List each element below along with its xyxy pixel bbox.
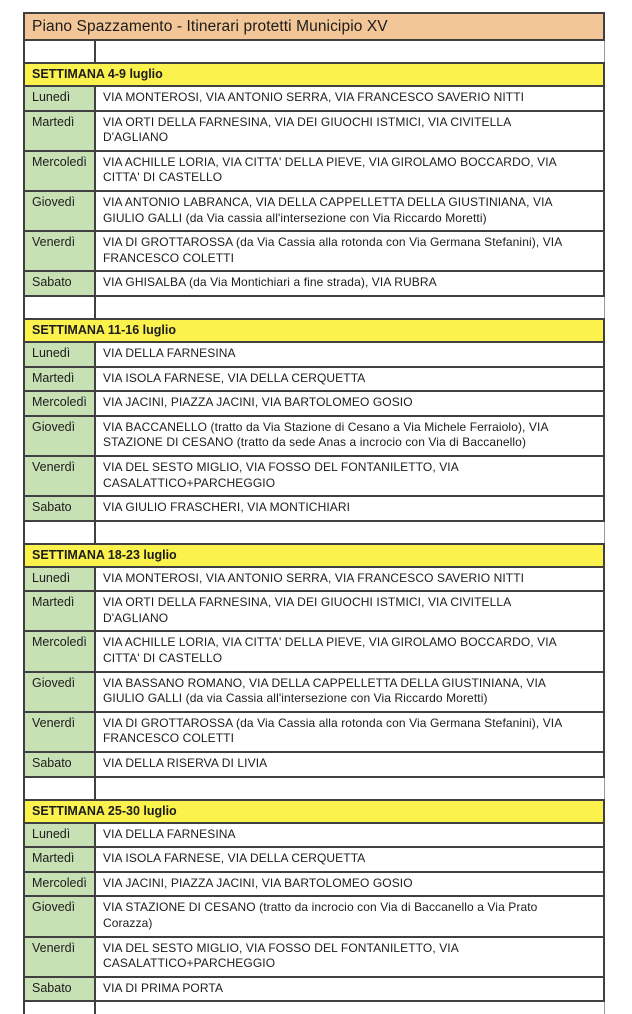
day-cell: Sabato (25, 272, 96, 295)
table-row (25, 568, 603, 593)
day-cell: Mercoledì (25, 632, 96, 670)
day-cell: Mercoledì (25, 392, 96, 415)
day-cell: Lunedì (25, 824, 96, 847)
day-cell: Sabato (25, 978, 96, 1001)
day-cell: Giovedì (25, 192, 96, 230)
routes-cell: VIA MONTEROSI, VIA ANTONIO SERRA, VIA FRANCESCO SAVERIO NITTI (103, 570, 525, 585)
routes-cell: VIA ACHILLE LORIA, VIA CITTA' DELLA PIEVE, VIA GIROLAMO BOCCARDO, VIA CITTA' DI CASTELLO (103, 154, 557, 185)
separator-row (23, 522, 605, 543)
table-row (25, 673, 603, 713)
routes-cell: VIA ANTONIO LABRANCA, VIA DELLA CAPPELLETTA DELLA GIUSTINIANA, VIA GIULIO GALLI (da Via cassia all'intersezione con Via Riccardo Moretti) (103, 194, 552, 225)
table-row (25, 873, 603, 898)
table-row (25, 592, 603, 632)
separator-row (23, 41, 605, 62)
routes-cell: VIA MONTEROSI, VIA ANTONIO SERRA, VIA FRANCESCO SAVERIO NITTI (103, 90, 525, 104)
page-title: Piano Spazzamento - Itinerari protetti Municipio XV (32, 17, 388, 35)
separator-row (23, 1002, 605, 1014)
day-cell: Martedì (25, 592, 96, 630)
week-section-4 (23, 799, 605, 1003)
week-header: SETTIMANA 4-9 luglio (25, 64, 603, 87)
table-row (25, 368, 603, 393)
table-row (25, 87, 603, 112)
day-cell: Mercoledì (25, 152, 96, 190)
routes-cell: VIA ISOLA FARNESE, VIA DELLA CERQUETTA (103, 851, 366, 866)
day-cell: Martedì (25, 848, 96, 871)
schedule-sheet (23, 12, 605, 1014)
day-cell: Lunedì (25, 568, 96, 591)
day-cell: Venerdì (25, 232, 96, 270)
routes-cell: VIA DEL SESTO MIGLIO, VIA FOSSO DEL FONTANILETTO, VIA CASALATTICO+PARCHEGGIO (103, 459, 459, 490)
day-cell: Giovedì (25, 417, 96, 455)
routes-cell: VIA ISOLA FARNESE, VIA DELLA CERQUETTA (103, 370, 366, 385)
table-row (25, 848, 603, 873)
document-title-bar (23, 12, 605, 41)
day-cell: Venerdì (25, 938, 96, 976)
table-row (25, 632, 603, 672)
table-row (25, 392, 603, 417)
day-cell: Venerdì (25, 457, 96, 495)
day-cell: Lunedì (25, 87, 96, 110)
table-row (25, 232, 603, 272)
routes-cell: VIA ACHILLE LORIA, VIA CITTA' DELLA PIEVE, VIA GIROLAMO BOCCARDO, VIA CITTA' DI CASTELLO (103, 635, 557, 666)
routes-cell: VIA DI GROTTAROSSA (da Via Cassia alla rotonda con Via Germana Stefanini), VIA FRANCESCO COLETTI (103, 235, 562, 265)
week-header: SETTIMANA 25-30 luglio (25, 801, 603, 824)
routes-cell: VIA DELLA RISERVA DI LIVIA (103, 756, 268, 771)
routes-cell: VIA JACINI, PIAZZA JACINI, VIA BARTOLOMEO GOSIO (103, 875, 413, 890)
separator-row (23, 778, 605, 799)
routes-cell: VIA GHISALBA (da Via Montichiari a fine strada), VIA RUBRA (103, 275, 437, 290)
week-header: SETTIMANA 11-16 luglio (25, 320, 603, 343)
table-row (25, 272, 603, 295)
routes-cell: VIA DELLA FARNESINA (103, 826, 236, 841)
week-section-2 (23, 318, 605, 522)
week-header: SETTIMANA 18-23 luglio (25, 545, 603, 568)
table-row (25, 457, 603, 497)
table-row (25, 417, 603, 457)
table-row (25, 897, 603, 937)
routes-cell: VIA BACCANELLO (tratto da Via Stazione di Cesano a Via Michele Ferraiolo), VIA STAZIONE DI CESANO (tratto da sede Anas a incrocio con Via di Baccanello) (103, 419, 548, 450)
routes-cell: VIA BASSANO ROMANO, VIA DELLA CAPPELLETTA DELLA GIUSTINIANA, VIA GIULIO GALLI (da via Cassia all'intersezione con Via Riccardo Moretti) (103, 675, 546, 706)
day-cell: Mercoledì (25, 873, 96, 896)
day-cell: Sabato (25, 753, 96, 776)
day-cell: Martedì (25, 368, 96, 391)
day-cell: Martedì (25, 112, 96, 150)
routes-cell: VIA DELLA FARNESINA (103, 345, 236, 360)
table-row (25, 824, 603, 849)
table-row (25, 152, 603, 192)
routes-cell: VIA DI PRIMA PORTA (103, 980, 224, 995)
table-row (25, 938, 603, 978)
separator-row (23, 297, 605, 318)
table-row (25, 753, 603, 776)
table-row (25, 112, 603, 152)
table-row (25, 497, 603, 520)
routes-cell: VIA GIULIO FRASCHERI, VIA MONTICHIARI (103, 500, 351, 515)
day-cell: Venerdì (25, 713, 96, 751)
day-cell: Giovedì (25, 897, 96, 935)
routes-cell: VIA JACINI, PIAZZA JACINI, VIA BARTOLOMEO GOSIO (103, 395, 413, 410)
routes-cell: VIA DI GROTTAROSSA (da Via Cassia alla rotonda con Via Germana Stefanini), VIA FRANCESCO COLETTI (103, 715, 562, 746)
table-row (25, 343, 603, 368)
week-section-1 (23, 62, 605, 297)
week-section-3 (23, 543, 605, 778)
table-row (25, 192, 603, 232)
routes-cell: VIA DEL SESTO MIGLIO, VIA FOSSO DEL FONTANILETTO, VIA CASALATTICO+PARCHEGGIO (103, 940, 459, 971)
day-cell: Lunedì (25, 343, 96, 366)
routes-cell: VIA STAZIONE DI CESANO (tratto da incrocio con Via di Baccanello a Via Prato Corazza) (103, 900, 538, 930)
day-cell: Sabato (25, 497, 96, 520)
day-cell: Giovedì (25, 673, 96, 711)
table-row (25, 713, 603, 753)
routes-cell: VIA ORTI DELLA FARNESINA, VIA DEI GIUOCHI ISTMICI, VIA CIVITELLA D'AGLIANO (103, 114, 511, 145)
routes-cell: VIA ORTI DELLA FARNESINA, VIA DEI GIUOCHI ISTMICI, VIA CIVITELLA D'AGLIANO (103, 595, 511, 625)
table-row (25, 978, 603, 1001)
